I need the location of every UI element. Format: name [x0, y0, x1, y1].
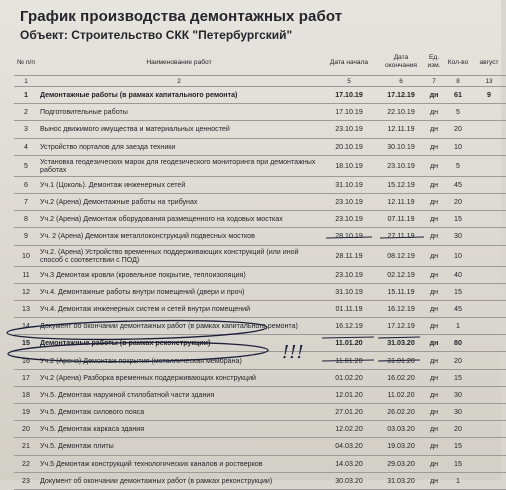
row-extra	[472, 211, 506, 228]
row-extra	[472, 266, 506, 283]
row-end-date: 07.11.19	[378, 211, 424, 228]
table-row	[14, 193, 506, 210]
table-row	[14, 369, 506, 386]
row-start-date: 20.10.19	[320, 138, 378, 155]
row-end-date: 23.10.19	[378, 155, 424, 176]
row-number: 1	[14, 87, 38, 104]
row-quantity: 40	[444, 266, 472, 283]
row-start-date: 31.10.19	[320, 283, 378, 300]
row-quantity: 20	[444, 352, 472, 369]
colnum-1: 1	[14, 76, 38, 87]
row-quantity: 61	[444, 87, 472, 104]
row-start-date: 23.10.19	[320, 121, 378, 138]
row-unit: дн	[424, 386, 444, 403]
table-row	[14, 386, 506, 403]
row-quantity: 10	[444, 138, 472, 155]
row-quantity: 5	[444, 104, 472, 121]
table-row	[14, 266, 506, 283]
row-number: 22	[14, 455, 38, 472]
row-work-name: Уч.5. Демонтаж плиты	[38, 438, 320, 455]
row-work-name: Документ об окончании демонтажных работ (в рамках капитального ремонта)	[38, 318, 320, 335]
row-extra	[472, 335, 506, 352]
row-number: 19	[14, 404, 38, 421]
row-start-date: 23.10.19	[320, 211, 378, 228]
row-end-date: 16.02.20	[378, 369, 424, 386]
row-unit: дн	[424, 472, 444, 489]
row-extra	[472, 369, 506, 386]
table-row	[14, 352, 506, 369]
row-work-name: Демонтажные работы (в рамках реконструкции)	[38, 335, 320, 352]
row-work-name: Документ об окончании демонтажных работ (в рамках реконструкции)	[38, 472, 320, 489]
table-row	[14, 455, 506, 472]
row-extra	[472, 176, 506, 193]
row-quantity: 15	[444, 455, 472, 472]
row-start-date: 11.01.20	[320, 335, 378, 352]
row-unit: дн	[424, 438, 444, 455]
row-unit: дн	[424, 300, 444, 317]
row-end-date: 08.12.19	[378, 245, 424, 266]
table-row	[14, 335, 506, 352]
row-extra	[472, 121, 506, 138]
table-row	[14, 438, 506, 455]
row-unit: дн	[424, 87, 444, 104]
row-extra	[472, 138, 506, 155]
table-row	[14, 155, 506, 176]
row-start-date: 14.03.20	[320, 455, 378, 472]
row-unit: дн	[424, 266, 444, 283]
row-extra	[472, 193, 506, 210]
row-end-date: 30.10.19	[378, 138, 424, 155]
row-work-name: Уч.3 Демонтаж кровли (кровельное покрытие, теплоизоляция)	[38, 266, 320, 283]
row-work-name: Уч.5. Демонтаж каркаса здания	[38, 421, 320, 438]
row-start-date: 31.10.19	[320, 176, 378, 193]
row-quantity: 15	[444, 438, 472, 455]
row-quantity: 20	[444, 421, 472, 438]
row-unit: дн	[424, 138, 444, 155]
table-row	[14, 176, 506, 193]
row-start-date: 27.01.20	[320, 404, 378, 421]
row-work-name: Уч.4. Демонтаж инженерных систем и сетей внутри помещений	[38, 300, 320, 317]
table-row	[14, 318, 506, 335]
colnum-8: 8	[444, 76, 472, 87]
row-end-date: 12.11.19	[378, 193, 424, 210]
row-start-date: 28.10.19	[320, 228, 378, 245]
row-extra	[472, 472, 506, 489]
header-qty: Кол-во	[444, 49, 472, 76]
row-start-date: 01.11.19	[320, 300, 378, 317]
handwritten-exclamations: !!!	[282, 342, 304, 363]
row-start-date: 12.01.20	[320, 386, 378, 403]
row-extra	[472, 438, 506, 455]
table-row	[14, 404, 506, 421]
row-work-name: Уч.5. Демонтаж силового пояса	[38, 404, 320, 421]
row-end-date: 02.12.19	[378, 266, 424, 283]
row-start-date: 23.10.19	[320, 193, 378, 210]
row-end-date: 31.01.20	[378, 352, 424, 369]
row-number: 16	[14, 352, 38, 369]
table-row	[14, 472, 506, 489]
row-number: 7	[14, 193, 38, 210]
header-start: Дата начала	[320, 49, 378, 76]
table-row	[14, 121, 506, 138]
table-row	[14, 211, 506, 228]
row-quantity: 1	[444, 318, 472, 335]
row-number: 14	[14, 318, 38, 335]
column-number-row	[14, 76, 506, 87]
table-row	[14, 228, 506, 245]
row-quantity: 5	[444, 155, 472, 176]
row-work-name: Уч.2 (Арена) Демонтажные работы на трибунах	[38, 193, 320, 210]
row-start-date: 17.10.19	[320, 87, 378, 104]
table-row	[14, 87, 506, 104]
object-name: Объект: Строительство СКК "Петербургский"	[20, 28, 293, 42]
row-number: 15	[14, 335, 38, 352]
row-number: 17	[14, 369, 38, 386]
row-number: 4	[14, 138, 38, 155]
row-unit: дн	[424, 283, 444, 300]
row-extra	[472, 386, 506, 403]
row-unit: дн	[424, 421, 444, 438]
row-start-date: 11.01.20	[320, 352, 378, 369]
row-end-date: 15.11.19	[378, 283, 424, 300]
header-row	[14, 49, 506, 76]
row-number: 18	[14, 386, 38, 403]
row-unit: дн	[424, 245, 444, 266]
row-quantity: 30	[444, 404, 472, 421]
row-end-date: 16.12.19	[378, 300, 424, 317]
table-row	[14, 245, 506, 266]
row-quantity: 80	[444, 335, 472, 352]
row-end-date: 27.11.19	[378, 228, 424, 245]
row-unit: дн	[424, 155, 444, 176]
row-end-date: 12.11.19	[378, 121, 424, 138]
table-row	[14, 104, 506, 121]
row-work-name: Установка геодезических марок для геодезического мониторинга при демонтажных работах	[38, 155, 320, 176]
table-row	[14, 138, 506, 155]
row-end-date: 22.10.19	[378, 104, 424, 121]
row-quantity: 10	[444, 245, 472, 266]
row-end-date: 15.12.19	[378, 176, 424, 193]
row-quantity: 20	[444, 193, 472, 210]
row-unit: дн	[424, 104, 444, 121]
row-start-date: 12.02.20	[320, 421, 378, 438]
row-number: 21	[14, 438, 38, 455]
row-number: 13	[14, 300, 38, 317]
row-quantity: 15	[444, 211, 472, 228]
row-start-date: 18.10.19	[320, 155, 378, 176]
row-work-name: Вынос движимого имущества и материальных ценностей	[38, 121, 320, 138]
row-unit: дн	[424, 318, 444, 335]
row-quantity: 45	[444, 300, 472, 317]
row-quantity: 45	[444, 176, 472, 193]
row-quantity: 20	[444, 121, 472, 138]
row-quantity: 30	[444, 228, 472, 245]
row-end-date: 03.03.20	[378, 421, 424, 438]
row-end-date: 31.03.20	[378, 472, 424, 489]
row-work-name: Уч.2. (Арена) Устройство временных поддерживающих конструкций (или иной способ с соответствии с ПОД)	[38, 245, 320, 266]
row-work-name: Демонтажные работы (в рамках капитального ремонта)	[38, 87, 320, 104]
row-quantity: 30	[444, 386, 472, 403]
colnum-2: 2	[38, 76, 320, 87]
row-extra: 9	[472, 87, 506, 104]
row-unit: дн	[424, 211, 444, 228]
row-end-date: 19.03.20	[378, 438, 424, 455]
row-work-name: Уч.2 (Арена) Демонтаж покрытия (металлическая мембрана)	[38, 352, 320, 369]
row-unit: дн	[424, 193, 444, 210]
row-unit: дн	[424, 228, 444, 245]
schedule-table	[14, 49, 506, 490]
row-start-date: 30.03.20	[320, 472, 378, 489]
header-num: № п/п	[14, 49, 38, 76]
table-row	[14, 300, 506, 317]
row-start-date: 17.10.19	[320, 104, 378, 121]
row-extra	[472, 228, 506, 245]
header-name: Наименование работ	[38, 49, 320, 76]
row-number: 3	[14, 121, 38, 138]
row-extra	[472, 300, 506, 317]
row-start-date: 28.11.19	[320, 245, 378, 266]
row-number: 6	[14, 176, 38, 193]
row-end-date: 29.03.20	[378, 455, 424, 472]
row-extra	[472, 245, 506, 266]
row-start-date: 23.10.19	[320, 266, 378, 283]
row-unit: дн	[424, 335, 444, 352]
row-start-date: 04.03.20	[320, 438, 378, 455]
row-work-name: Уч.2 (Арена) Демонтаж оборудования размещенного на ходовых мостках	[38, 211, 320, 228]
row-work-name: Уч.5. Демонтаж наружной стилобатной части здания	[38, 386, 320, 403]
row-start-date: 16.12.19	[320, 318, 378, 335]
row-extra	[472, 455, 506, 472]
row-start-date: 01.02.20	[320, 369, 378, 386]
row-number: 9	[14, 228, 38, 245]
row-end-date: 17.12.19	[378, 87, 424, 104]
row-extra	[472, 104, 506, 121]
row-number: 5	[14, 155, 38, 176]
row-end-date: 11.02.20	[378, 386, 424, 403]
row-work-name: Подготовительные работы	[38, 104, 320, 121]
table-row	[14, 283, 506, 300]
row-work-name: Уч. 2 (Арена) Демонтаж металлоконструкций подвесных мостков	[38, 228, 320, 245]
row-extra	[472, 352, 506, 369]
row-extra	[472, 283, 506, 300]
table-row	[14, 421, 506, 438]
row-unit: дн	[424, 176, 444, 193]
row-unit: дн	[424, 121, 444, 138]
row-work-name: Уч.1 (Цоколь). Демонтаж инженерных сетей	[38, 176, 320, 193]
colnum-7: 7	[424, 76, 444, 87]
row-work-name: Уч.4. Демонтажные работы внутри помещений (двери и проч)	[38, 283, 320, 300]
colnum-6: 6	[378, 76, 424, 87]
header-extra: август	[472, 49, 506, 76]
row-number: 11	[14, 266, 38, 283]
row-extra	[472, 421, 506, 438]
row-unit: дн	[424, 352, 444, 369]
row-end-date: 31.03.20	[378, 335, 424, 352]
row-work-name: Устройство порталов для заезда техники	[38, 138, 320, 155]
colnum-5: 5	[320, 76, 378, 87]
row-extra	[472, 404, 506, 421]
row-quantity: 15	[444, 283, 472, 300]
row-number: 2	[14, 104, 38, 121]
row-unit: дн	[424, 404, 444, 421]
row-number: 10	[14, 245, 38, 266]
row-end-date: 17.12.19	[378, 318, 424, 335]
row-end-date: 26.02.20	[378, 404, 424, 421]
colnum-13: 13	[472, 76, 506, 87]
header-end: Дата окончания	[378, 49, 424, 76]
row-extra	[472, 155, 506, 176]
row-work-name: Уч.5 Демонтаж конструкций технологических каналов и ростверков	[38, 455, 320, 472]
row-unit: дн	[424, 369, 444, 386]
row-work-name: Уч.2 (Арена) Разборка временных поддерживающих конструкций	[38, 369, 320, 386]
header-unit: Ед. изм.	[424, 49, 444, 76]
row-extra	[472, 318, 506, 335]
document-title: График производства демонтажных работ	[20, 8, 343, 25]
row-quantity: 15	[444, 369, 472, 386]
row-number: 12	[14, 283, 38, 300]
row-number: 23	[14, 472, 38, 489]
row-number: 20	[14, 421, 38, 438]
row-number: 8	[14, 211, 38, 228]
row-quantity: 1	[444, 472, 472, 489]
row-unit: дн	[424, 455, 444, 472]
